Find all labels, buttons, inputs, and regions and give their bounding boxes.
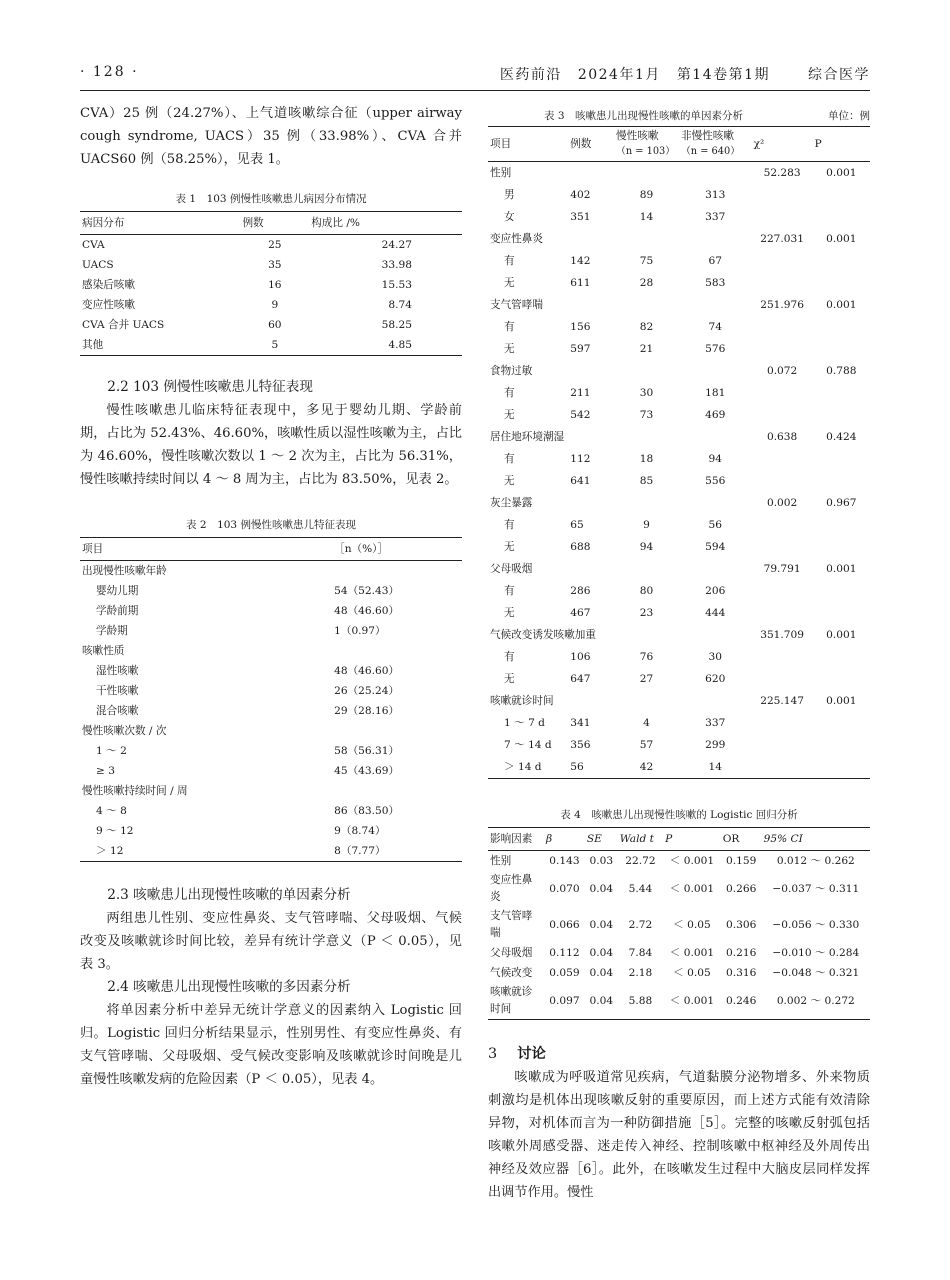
table2-cell-value: 8（7.77） [332,841,462,862]
table4-header: SE [585,828,618,851]
table3-cell-count: 467 [570,607,591,619]
table3-cell-chronic: 42 [614,756,679,779]
table3-group-label: 灰尘暴露 [490,497,533,509]
table4-cell: ＜ 0.001 [663,983,721,1020]
table3-cell-chronic: 30 [639,387,654,399]
table3-cell-count: 156 [570,321,591,333]
table3-group-label: 咳嗽就诊时间 [490,695,554,707]
section-name: 综合医学 [808,67,870,83]
section-2-2-title: 2.2 103 例慢性咳嗽患儿特征表现 [107,379,313,395]
table-row [488,871,870,907]
table4-cell: 咳嗽就诊时间 [488,983,544,1020]
table4-cell: 0.066 [549,919,580,931]
table-row-group [80,721,462,741]
table-row [80,581,462,601]
table3-group-label: 变应性鼻炎 [490,233,543,245]
table3-chi-value: 0.638 [766,431,798,443]
table4-cell: 0.266 [726,883,757,895]
table3-group-label: 食物过敏 [490,365,533,377]
table4-cell: 0.04 [589,883,614,895]
table3-cell-level: 有 [504,255,515,267]
table3-p-value: 0.967 [826,497,857,509]
table1-cell-count: 60 [268,319,282,331]
table3-cell-nonchronic: 620 [705,673,726,685]
table3-cell-chronic: 21 [639,343,654,355]
table3-cell-level: 无 [504,607,515,619]
table3-cell-count: 142 [570,255,591,267]
table4-cell: 0.159 [726,855,757,867]
table4-header: P [663,828,721,851]
table-row-group [80,781,462,801]
table3-cell-count: 688 [570,541,591,553]
table3-cell-level: 1 ～ 7 d [504,717,545,729]
table3-cell-nonchronic: 67 [708,255,723,267]
table1-caption: 表 1 103 例慢性咳嗽患儿病因分布情况 [175,193,367,205]
table3-cell-level: 无 [504,409,515,421]
table4-cell: −0.010 ～ 0.284 [772,947,860,959]
table3-cell-level: 有 [504,651,515,663]
section-2-4-text: 将单因素分析中差异无统计学意义的因素纳入 Logistic 回归。Logistic 回归分析结果显示，性别男性、有变应性鼻炎、有支气管哮喘、父母吸烟、受气候改变影响及咳嗽就诊时间晚是儿童慢性咳嗽发病的危险因素（P ＜ 0.05），见表 4。 [80,1003,462,1087]
table4-cell: 支气管哮喘 [490,910,533,939]
table3-p-value: 0.424 [826,431,857,443]
table3-cell-chronic: 82 [639,321,654,333]
table4-cell: 性别 [490,854,512,867]
table3-cell-level: 男 [504,189,515,201]
table3-header-chi: χ² [752,127,813,162]
section-3-text: 咳嗽成为呼吸道常见疾病，气道黏膜分泌物增多、外来物质刺激均是机体出现咳嗽反射的重要原因，而上述方式能有效清除异物，对机体而言为一种防御措施［5］。完整的咳嗽反射弧包括咳嗽外周感受器、迷走传入神经、控制咳嗽中枢神经及外周传出神经及效应器［6］。此外，在咳嗽发生过程中大脑皮层同样发挥出调节作用。慢性 [488,1070,870,1200]
table3-cell-nonchronic: 313 [705,189,726,201]
table3-cell-nonchronic: 30 [708,651,723,663]
table3-header-chronic [614,127,679,162]
table3-p-value: 0.001 [826,299,857,311]
table3-cell-nonchronic: 444 [705,607,726,619]
table1-header: 病因分布 [80,212,240,235]
section-3-number: 3 [488,1046,498,1062]
table-row-group [488,294,870,316]
table-row-group [488,558,870,580]
table3-p-value: 0.001 [826,563,857,575]
table3-cell-nonchronic: 181 [705,387,726,399]
table3-cell-count: 402 [570,189,591,201]
table3-cell-nonchronic: 299 [705,739,726,751]
table3-header-nonchronic-n: （n = 640） [680,146,741,157]
table3-cell-chronic: 4 [643,717,650,729]
table2-cell-item: 4 ～ 8 [96,805,127,817]
table3-chi-value: 79.791 [763,563,801,575]
table4-header: 95% CI [762,828,870,851]
table3-cell-chronic: 80 [639,585,654,597]
table-row [80,801,462,821]
table3-group-label: 居住地环境潮湿 [490,431,565,443]
table4-cell: 0.059 [549,967,580,979]
table2-header: 项目 [80,538,332,561]
table-row [80,841,462,862]
table4-cell: 0.246 [721,983,762,1020]
table2-cell-value: 9（8.74） [334,825,386,837]
table3-cell-count: 286 [570,585,591,597]
table4 [488,827,870,1020]
table3-cell-nonchronic: 556 [705,475,726,487]
table-row-group [488,690,870,712]
table2-cell-item: 学龄期 [96,625,128,637]
table4-cell: 0.04 [585,983,618,1020]
table3-group-label: 支气管哮喘 [490,299,543,311]
table2-cell-item: 湿性咳嗽 [96,665,139,677]
left-column [80,102,462,1091]
table3-cell-chronic: 14 [639,211,654,223]
section-2-3-title: 2.3 咳嗽患儿出现慢性咳嗽的单因素分析 [107,887,351,903]
table3-p-value: 0.001 [826,629,857,641]
table2-group-label: 咳嗽性质 [82,645,125,657]
table3-cell-count: 647 [570,673,591,685]
right-column [488,108,870,1204]
table1-cell-ratio: 4.85 [309,335,462,356]
table4-cell: ＜ 0.001 [669,855,715,867]
table3-cell-chronic: 76 [639,651,654,663]
table4-cell: 气候改变 [490,966,533,979]
table1-cell-ratio: 24.27 [381,239,412,251]
table3-header-nonchronic [679,127,752,162]
table1-cell-ratio: 58.25 [381,319,412,331]
table3-cell-chronic: 94 [639,541,654,553]
page-number: · 128 · [80,64,139,80]
table3-chi-value: 227.031 [760,233,805,245]
table2-cell-value: 1（0.97） [334,625,386,637]
table3-cell-level: 无 [504,673,515,685]
table4-header: OR [721,828,762,851]
table1-cell-cause: CVA [82,239,105,251]
table4-header: Wald t [618,828,663,851]
table4-cell: 0.002 ～ 0.272 [762,983,870,1020]
table3-cell-chronic: 9 [643,519,650,531]
table4-cell: 2.72 [628,919,653,931]
table3-cell-level: 有 [504,585,515,597]
table3-cell-count: 211 [570,387,591,399]
table-row [80,335,462,356]
table3-group-label: 气候改变诱发咳嗽加重 [490,629,596,641]
table4-cell: ＜ 0.001 [669,947,715,959]
table3-cell-nonchronic: 594 [705,541,726,553]
table3-header-p: P [813,127,870,162]
table3-group-label: 父母吸烟 [490,563,533,575]
table2-cell-item: 学龄前期 [96,605,139,617]
journal-name: 医药前沿 [499,67,562,83]
table3-cell-level: 无 [504,475,515,487]
table1-cell-ratio: 15.53 [381,279,412,291]
table3-header-count: 例数 [568,127,614,162]
table3-caption: 表 3 咳嗽患儿出现慢性咳嗽的单因素分析 [544,110,744,122]
section-3-title [488,1042,870,1066]
table3-cell-count: 65 [570,519,584,531]
table4-header: 影响因素 [488,828,544,851]
table4-cell: 0.04 [589,919,614,931]
table3-chi-value: 251.976 [760,299,805,311]
table2-cell-item: 婴幼儿期 [96,585,139,597]
table4-cell: 2.18 [628,967,653,979]
table3-p-value: 0.788 [826,365,857,377]
table-row [80,621,462,641]
table3-group-label: 性别 [490,167,512,179]
table-row-group [488,492,870,514]
volume-issue: 第14卷第1期 [676,67,771,83]
table1-cell-ratio: 8.74 [388,299,412,311]
table-row [488,907,870,943]
table3-cell-level: 无 [504,541,515,553]
table-row [488,943,870,963]
table3-cell-count: 542 [570,409,591,421]
table3-cell-level: 有 [504,519,515,531]
section-2-3-text: 两组患儿性别、变应性鼻炎、支气管哮喘、父母吸烟、气候改变及咳嗽就诊时间比较，差异有统计学意义（P ＜ 0.05），见表 3。 [80,911,462,972]
table1-cell-cause: UACS [82,259,114,271]
table2-cell-item: 干性咳嗽 [96,685,139,697]
table3-header-nonchronic-label: 非慢性咳嗽 [680,130,734,142]
table3-cell-chronic: 73 [639,409,654,421]
table3-cell-count: 356 [570,739,591,751]
table3-cell-nonchronic: 583 [705,277,726,289]
section-3-label: 讨论 [517,1045,546,1062]
table4-cell: 5.44 [628,883,653,895]
table2-cell-value: 48（46.60） [334,665,400,677]
table1-cell-cause: 感染后咳嗽 [82,279,135,291]
table3-cell-nonchronic: 56 [708,519,723,531]
table1-cell-count: 35 [268,259,282,271]
table4-header: β [544,828,585,851]
table3-p-value: 0.001 [813,690,870,779]
table3-cell-nonchronic: 94 [708,453,723,465]
table3-cell-chronic: 23 [639,607,654,619]
table-row [80,275,462,295]
table4-cell: 变应性鼻炎 [490,874,533,903]
table2-group-label: 慢性咳嗽次数 / 次 [82,725,167,737]
table-row-group [80,641,462,661]
table-row [80,255,462,275]
table-row [80,295,462,315]
table2-cell-item: ＞ 12 [80,841,332,862]
table3-header-chronic-n: （n = 103） [616,146,676,157]
table-row [80,315,462,335]
table-row-group [488,426,870,448]
table4-cell: 0.03 [589,855,614,867]
table3-cell-count: 351 [570,211,591,223]
table4-cell: 0.143 [549,855,580,867]
table3-chi-value: 225.147 [752,690,813,779]
table3-cell-count: 611 [570,277,591,289]
table4-cell: 7.84 [628,947,653,959]
table1-cell-count: 16 [268,279,282,291]
table4-cell: ＜ 0.05 [673,967,711,979]
table3-header-chronic-label: 慢性咳嗽 [616,130,659,142]
table3-cell-count: 597 [570,343,591,355]
intro-paragraph: CVA）25 例（24.27%）、上气道咳嗽综合征（upper airway cough syndrome, UACS）35 例（33.98%）、CVA 合并 UACS60 例（58.25%），见表 1。 [80,106,462,167]
table1-cell-cause: CVA 合并 UACS [82,319,165,331]
table3-cell-chronic: 75 [639,255,654,267]
table3-cell-nonchronic: 576 [705,343,726,355]
table3-cell-chronic: 27 [639,673,654,685]
table2-cell-item: 9 ～ 12 [96,825,134,837]
table3-cell-chronic: 89 [639,189,654,201]
table2-cell-item: 混合咳嗽 [96,705,139,717]
table4-cell: 0.306 [726,919,757,931]
table-row [80,821,462,841]
table4-cell: −0.048 ～ 0.321 [772,967,860,979]
table3-cell-nonchronic: 337 [705,211,726,223]
table3-cell-nonchronic: 14 [679,756,752,779]
table3-cell-count: 56 [568,756,614,779]
table-row [488,851,870,872]
table3-cell-chronic: 57 [639,739,654,751]
table3-cell-level: 有 [504,321,515,333]
table-row [488,963,870,983]
journal-info [500,64,870,84]
table2-cell-value: 48（46.60） [334,605,400,617]
table4-cell: 0.216 [726,947,757,959]
table3-p-value: 0.001 [826,233,857,245]
table1-cell-cause: 其他 [80,335,240,356]
table3-chi-value: 351.709 [760,629,805,641]
table2-cell-value: 45（43.69） [334,765,400,777]
table2-cell-value: 58（56.31） [334,745,400,757]
table-row [80,761,462,781]
table3-cell-nonchronic: 469 [705,409,726,421]
issue-date: 2024年1月 [577,67,661,83]
table4-cell: −0.037 ～ 0.311 [772,883,860,895]
table1-header: 例数 [240,212,309,235]
table-row [80,741,462,761]
table3-cell-count: 112 [570,453,591,465]
table3-cell-nonchronic: 74 [708,321,723,333]
table4-cell: 父母吸烟 [490,946,533,959]
table3-cell-chronic: 18 [639,453,654,465]
table3-cell-level: 女 [504,211,515,223]
table4-cell: ＜ 0.05 [673,919,711,931]
table2-caption: 表 2 103 例慢性咳嗽患儿特征表现 [186,519,356,531]
section-2-4-title: 2.4 咳嗽患儿出现慢性咳嗽的多因素分析 [107,979,351,995]
table3-cell-count: 106 [570,651,591,663]
table3 [488,126,870,779]
table-row [80,701,462,721]
table3-chi-value: 0.002 [766,497,798,509]
table3-cell-level: ＞ 14 d [488,756,568,779]
table4-caption: 表 4 咳嗽患儿出现慢性咳嗽的 Logistic 回归分析 [560,809,798,821]
table1-cell-count: 9 [271,299,279,311]
table-row [488,983,870,1020]
table3-cell-level: 有 [504,453,515,465]
table2-cell-value: 86（83.50） [334,805,400,817]
table3-cell-level: 有 [504,387,515,399]
table-row-group [488,624,870,646]
table3-cell-count: 341 [570,717,591,729]
table2-cell-item: 1 ～ 2 [96,745,127,757]
table-row [80,661,462,681]
table3-unit: 单位：例 [828,110,870,122]
table4-cell: ＜ 0.001 [669,883,715,895]
table4-cell: 0.097 [544,983,585,1020]
header-rule [80,90,870,91]
table4-cell: −0.056 ～ 0.330 [772,919,860,931]
table-row-group [80,561,462,582]
table1 [80,211,462,356]
table2-header: ［n（%）］ [332,538,462,561]
table3-cell-chronic: 85 [639,475,654,487]
table2-group-label: 出现慢性咳嗽年龄 [82,565,167,577]
table4-cell: 0.316 [726,967,757,979]
table3-cell-count: 641 [570,475,591,487]
table-row [80,235,462,256]
table4-cell: 0.112 [549,947,580,959]
table2-cell-value: 26（25.24） [334,685,400,697]
table2-cell-item: ≥ 3 [96,765,115,777]
table3-cell-nonchronic: 337 [705,717,726,729]
table3-p-value: 0.001 [826,167,857,179]
table4-cell: 0.04 [589,947,614,959]
table-row-group [488,360,870,382]
table4-cell: 0.070 [549,883,580,895]
table3-cell-chronic: 28 [639,277,654,289]
table-row-group [488,162,870,185]
table2 [80,537,462,862]
table-row [80,601,462,621]
table1-cell-ratio: 33.98 [381,259,412,271]
table3-chi-value: 52.283 [763,167,801,179]
table3-cell-level: 7 ～ 14 d [504,739,552,751]
table2-group-label: 慢性咳嗽持续时间 / 周 [82,785,188,797]
table3-cell-level: 无 [504,343,515,355]
table4-cell: 5.88 [618,983,663,1020]
table3-header-item: 项目 [488,127,568,162]
table4-cell: 22.72 [625,855,656,867]
table4-cell: 0.012 ～ 0.262 [776,855,855,867]
table4-cell: 0.04 [589,967,614,979]
table3-cell-level: 无 [504,277,515,289]
table1-cell-count: 5 [240,335,309,356]
table3-chi-value: 0.072 [766,365,798,377]
table1-cell-count: 25 [268,239,282,251]
table2-cell-value: 29（28.16） [334,705,400,717]
table2-cell-value: 54（52.43） [334,585,400,597]
table1-header: 构成比 /% [309,212,462,235]
table3-cell-nonchronic: 206 [705,585,726,597]
table1-cell-cause: 变应性咳嗽 [82,299,135,311]
table-row-group [488,228,870,250]
table-row [80,681,462,701]
section-2-2-text: 慢性咳嗽患儿临床特征表现中，多见于婴幼儿期、学龄前期，占比为 52.43%、46.60%，咳嗽性质以湿性咳嗽为主，占比为 46.60%，慢性咳嗽次数以 1 ～ 2 次为主，占比为 56.31%，慢性咳嗽持续时间以 4 ～ 8 周为主，占比为 83.50%，见表 2。 [80,403,462,487]
